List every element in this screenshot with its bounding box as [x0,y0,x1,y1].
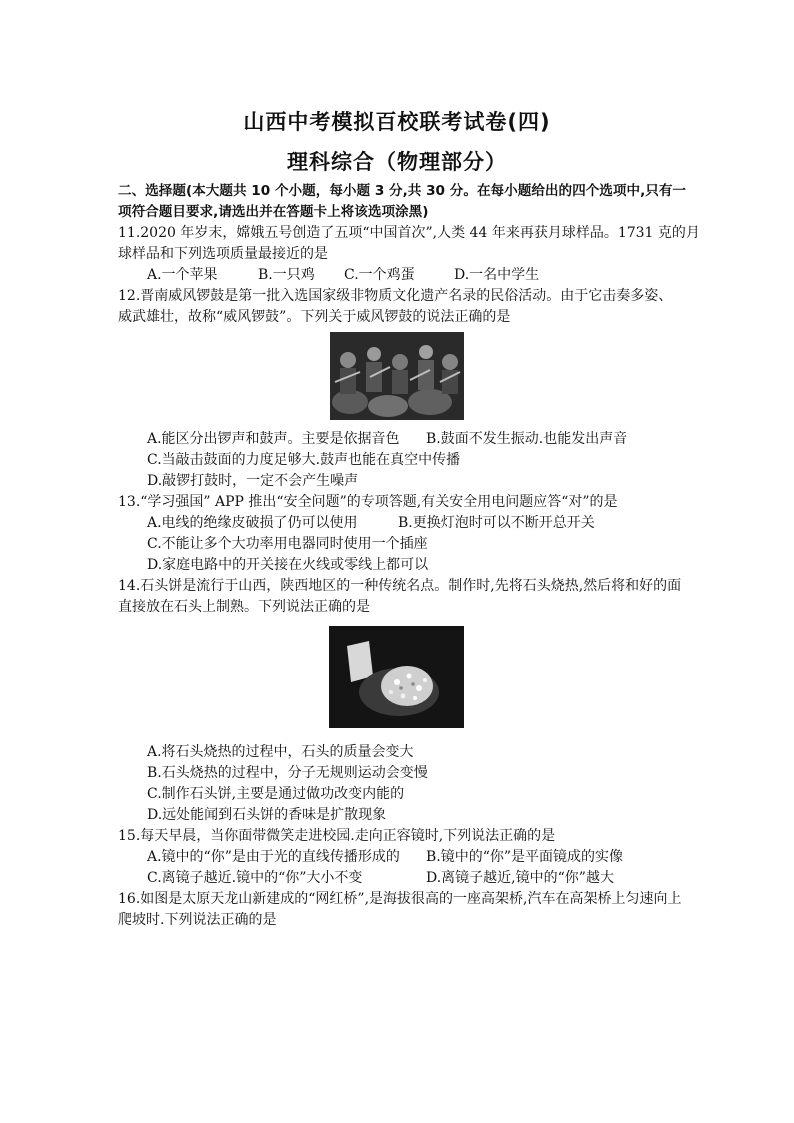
q12-option-d: D.敲锣打鼓时，一定不会产生噪声 [147,473,359,489]
drum-performance-photo [330,332,464,420]
q15-stem-line1: 15.每天早晨，当你面带微笑走进校园.走向正容镜时,下列说法正确的是 [118,828,556,844]
q12-option-a: A.能区分出锣声和鼓声。主要是依据音色 [147,431,400,447]
q14-stem-line1: 14.石头饼是流行于山西，陕西地区的一种传统名点。制作时,先将石头烧热,然后将和好的面 [118,578,682,594]
q15-option-b: B.镜中的“你”是平面镜成的实像 [426,849,624,865]
q11-option-b: B.一只鸡 [258,267,315,283]
q15-option-d: D.离镜子越近,镜中的“你”越大 [426,870,614,886]
q13-stem-line1: 13.“学习强国” APP 推出“安全问题”的专项答题,有关安全用电问题应答“对”的是 [118,494,618,510]
q12-option-c: C.当敲击鼓面的力度足够大.鼓声也能在真空中传播 [147,452,461,468]
stone-cake-photo [329,626,464,728]
q14-option-b: B.石头烧热的过程中，分子无规则运动会变慢 [147,765,428,781]
q16-stem-line1: 16.如图是太原天龙山新建成的“网红桥”,是海拔很高的一座高架桥,汽车在高架桥上匀速向上 [118,891,682,907]
page-subtitle: 理科综合（物理部分） [287,150,507,174]
q13-option-c: C.不能让多个大功率用电器同时使用一个插座 [147,536,428,552]
q11-option-a: A.一个苹果 [147,267,218,283]
q14-option-d: D.远处能闻到石头饼的香味是扩散现象 [147,807,387,823]
section-heading-line2: 项符合题目要求,请选出并在答题卡上将该选项涂黑) [118,204,429,220]
q11-option-d: D.一名中学生 [454,267,540,283]
q13-option-a: A.电线的绝缘皮破损了仍可以使用 [147,515,358,531]
q16-stem-line2: 爬坡时.下列说法正确的是 [118,912,277,928]
page-title: 山西中考模拟百校联考试卷(四) [243,110,551,134]
q12-stem-line2: 威武雄壮，故称“威风锣鼓”。下列关于威风锣鼓的说法正确的是 [118,309,511,325]
q15-option-a: A.镜中的“你”是由于光的直线传播形成的 [147,849,400,865]
q13-option-b: B.更换灯泡时可以不断开总开关 [398,515,595,531]
q14-option-a: A.将石头烧热的过程中，石头的质量会变大 [147,744,414,760]
section-heading-line1: 二、选择题(本大题共 10 个小题，每小题 3 分,共 30 分。在每小题给出的四个选项中,只有一 [118,183,687,199]
q12-option-b: B.鼓面不发生振动.也能发出声音 [426,431,628,447]
q11-option-c: C.一个鸡蛋 [344,267,415,283]
q15-option-c: C.离镜子越近.镜中的“你”大小不变 [147,870,363,886]
q14-stem-line2: 直接放在石头上制熟。下列说法正确的是 [118,599,370,615]
q13-option-d: D.家庭电路中的开关接在火线或零线上都可以 [147,557,429,573]
q11-stem-line2: 球样品和下列选项质量最接近的是 [118,246,328,262]
q12-stem-line1: 12.晋南威风锣鼓是第一批入选国家级非物质文化遗产名录的民俗活动。由于它击奏多姿、 [118,288,673,304]
q14-option-c: C.制作石头饼,主要是通过做功改变内能的 [147,786,405,802]
q11-stem-line1: 11.2020 年岁末，嫦娥五号创造了五项“中国首次”,人类 44 年来再获月球样品。1731 克的月 [118,225,700,241]
